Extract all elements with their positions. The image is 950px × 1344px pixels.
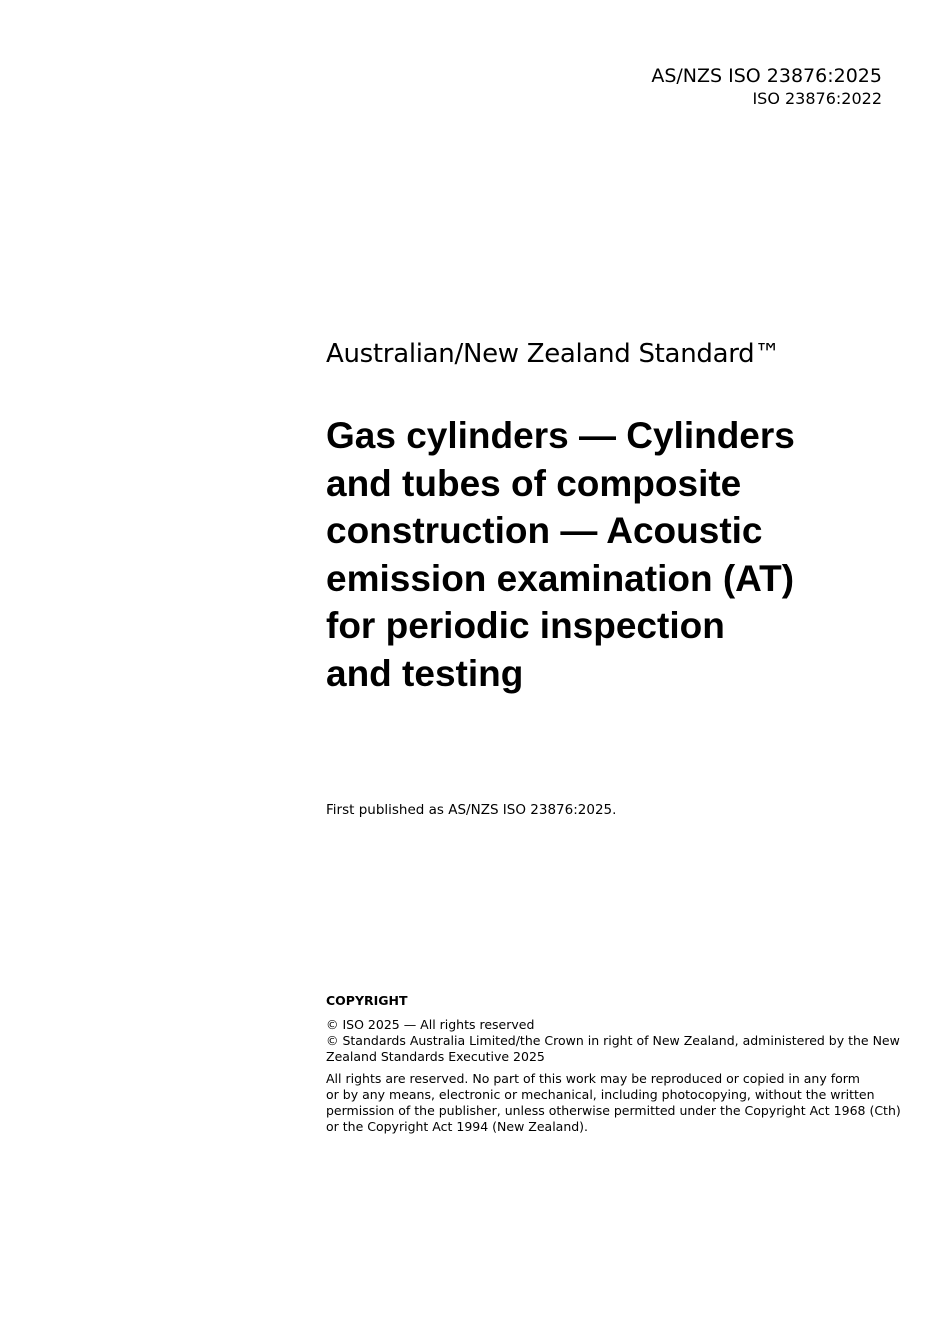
copyright-notice-line: © Standards Australia Limited/the Crown in right of New Zealand, administered by the New <box>326 1033 900 1048</box>
rights-line: or the Copyright Act 1994 (New Zealand). <box>326 1119 589 1134</box>
rights-line: or by any means, electronic or mechanical, including photocopying, without the written <box>326 1087 875 1102</box>
copyright-notice-line: © ISO 2025 — All rights reserved <box>326 1017 535 1032</box>
copyright-heading: COPYRIGHT <box>326 993 408 1008</box>
title-line: emission examination (AT) <box>326 557 795 599</box>
document-number-block <box>651 64 882 110</box>
rights-line: permission of the publisher, unless otherwise permitted under the Copyright Act 1968 (Cth) <box>326 1103 901 1118</box>
title-line: for periodic inspection <box>326 605 725 646</box>
copyright-notice-line: Zealand Standards Executive 2025 <box>326 1049 545 1064</box>
rights-line: All rights are reserved. No part of this work may be reproduced or copied in any form <box>326 1071 860 1086</box>
title-line: and testing <box>326 652 524 694</box>
title-line: Gas cylinders — Cylinders <box>326 415 795 456</box>
title-line: and tubes of composite <box>326 462 742 504</box>
document-number-secondary: ISO 23876:2022 <box>752 89 882 108</box>
document-title <box>326 412 846 697</box>
series-label: Australian/New Zealand Standard™ <box>326 339 781 369</box>
publication-note: First published as AS/NZS ISO 23876:2025. <box>326 802 617 818</box>
title-line: construction — Acoustic <box>326 510 763 551</box>
copyright-block <box>326 993 901 1135</box>
document-number-primary: AS/NZS ISO 23876:2025 <box>651 65 882 87</box>
